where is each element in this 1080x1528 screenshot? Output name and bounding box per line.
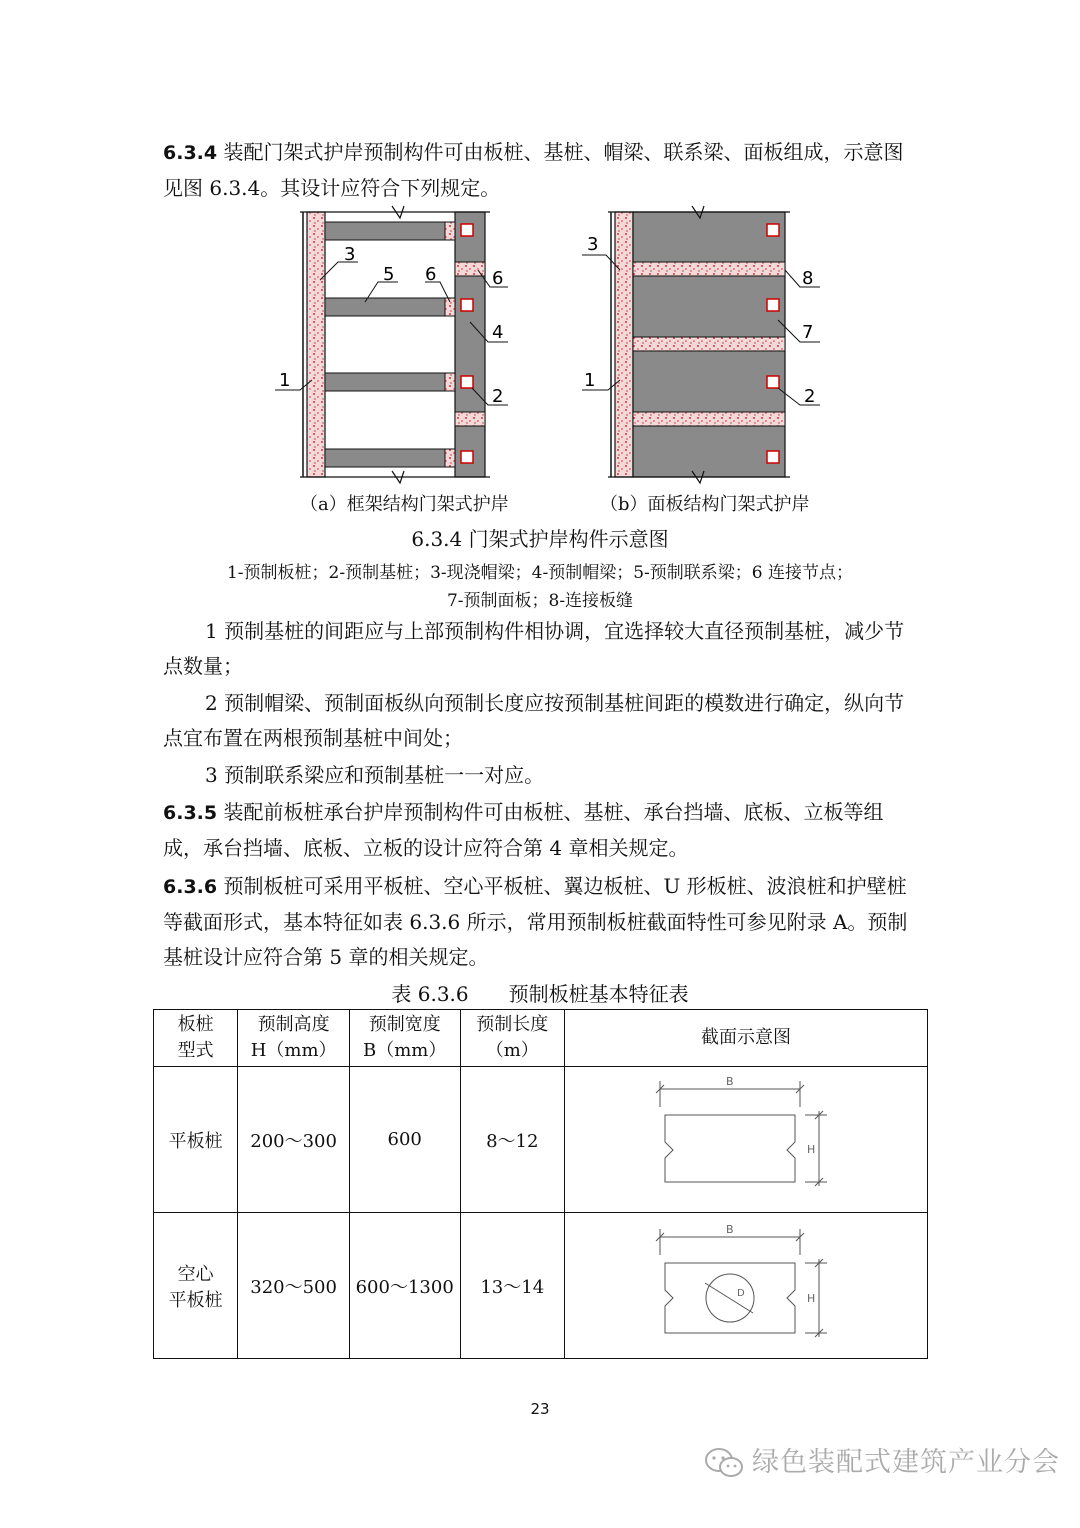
cell-section-drawing (565, 1067, 928, 1213)
figure-title: 6.3.4 门架式护岸构件示意图 (411, 527, 669, 551)
page-number: 23 (530, 1400, 550, 1418)
label-a-2: 2 (492, 386, 504, 407)
label-b-8: 8 (802, 268, 814, 289)
wechat-icon (704, 1446, 744, 1480)
dim-h-label: H (807, 1292, 816, 1305)
label-a-6b: 6 (492, 268, 504, 289)
hollow-pile-section (565, 1213, 927, 1353)
table-row (154, 1067, 928, 1213)
cell-width: 600 (349, 1067, 460, 1213)
figure-b (582, 206, 820, 483)
figure-a (275, 206, 508, 483)
cell-length: 8～12 (460, 1067, 565, 1213)
header-section: 截面示意图 (565, 1010, 928, 1067)
clause-number: 6.3.5 (163, 802, 218, 824)
dim-b-label: B (726, 1075, 734, 1088)
cell-type: 空心 平板桩 (154, 1213, 238, 1359)
dim-d-label: D (737, 1288, 745, 1299)
label-b-2: 2 (804, 386, 816, 407)
spec-table (153, 1009, 928, 1359)
cell-width: 600～1300 (349, 1213, 460, 1359)
header-height: 预制高度 H（mm） (238, 1010, 350, 1067)
label-b-3: 3 (587, 234, 599, 255)
para-text: 预制板桩可采用平板桩、空心平板桩、翼边板桩、U 形板桩、波浪桩和护壁桩等截面形式，基本特征如表 6.3.6 所示，常用预制板桩截面特性可参见附录 A。预制基桩设计应符合第 5 章的相关规定。 (163, 874, 908, 969)
clause-number: 6.3.6 (163, 876, 218, 898)
cell-length: 13～14 (460, 1213, 565, 1359)
header-width: 预制宽度 B（mm） (349, 1010, 460, 1067)
caption-b: （b）面板结构门架式护岸 (600, 494, 810, 515)
para-text: 装配前板桩承台护岸预制构件可由板桩、基桩、承台挡墙、底板、立板等组成，承台挡墙、底板、立板的设计应符合第 4 章相关规定。 (163, 800, 884, 860)
table-title: 表 6.3.6 预制板桩基本特征表 (391, 982, 689, 1006)
para-6-3-5 (163, 795, 919, 866)
label-b-1: 1 (584, 370, 596, 391)
para-6-3-4 (163, 135, 919, 206)
item-2: 2 预制帽梁、预制面板纵向预制长度应按预制基桩间距的模数进行确定，纵向节点宜布置在两根预制基桩中间处； (163, 691, 905, 750)
flat-pile-section (565, 1067, 927, 1207)
figure-legend-1: 1-预制板桩；2-预制基桩；3-现浇帽梁；4-预制帽梁；5-预制联系梁；6 连接节点； (226, 563, 854, 583)
dim-h-label: H (807, 1143, 816, 1156)
label-a-6: 6 (425, 264, 437, 285)
figure-legend-2: 7-预制面板；8-连接板缝 (446, 591, 634, 611)
dim-b-label: B (726, 1223, 734, 1236)
cell-height: 200～300 (238, 1067, 350, 1213)
para-text: 装配门架式护岸预制构件可由板桩、基桩、帽梁、联系梁、面板组成，示意图见图 6.3.4。其设计应符合下列规定。 (163, 140, 904, 200)
caption-a: （a）框架结构门架式护岸 (300, 494, 509, 515)
para-6-3-6 (163, 869, 919, 975)
label-a-1: 1 (279, 370, 291, 391)
label-b-7: 7 (802, 322, 814, 343)
cell-section-drawing (565, 1213, 928, 1359)
header-type: 板桩 型式 (154, 1010, 238, 1067)
label-a-4: 4 (492, 322, 504, 343)
table-row (154, 1213, 928, 1359)
cell-type: 平板桩 (154, 1067, 238, 1213)
item-3: 3 预制联系梁应和预制基桩一一对应。 (205, 763, 545, 787)
item-1: 1 预制基桩的间距应与上部预制构件相协调，宜选择较大直径预制基桩，减少节点数量； (163, 619, 905, 678)
header-length: 预制长度 （m） (460, 1010, 565, 1067)
cell-height: 320～500 (238, 1213, 350, 1359)
label-a-3: 3 (344, 244, 356, 265)
label-a-5: 5 (383, 264, 395, 285)
clause-number: 6.3.4 (163, 142, 218, 164)
figure-6-3-4 (270, 202, 830, 492)
table-header-row (154, 1010, 928, 1067)
watermark-text: 绿色装配式建筑产业分会 (752, 1447, 1060, 1478)
